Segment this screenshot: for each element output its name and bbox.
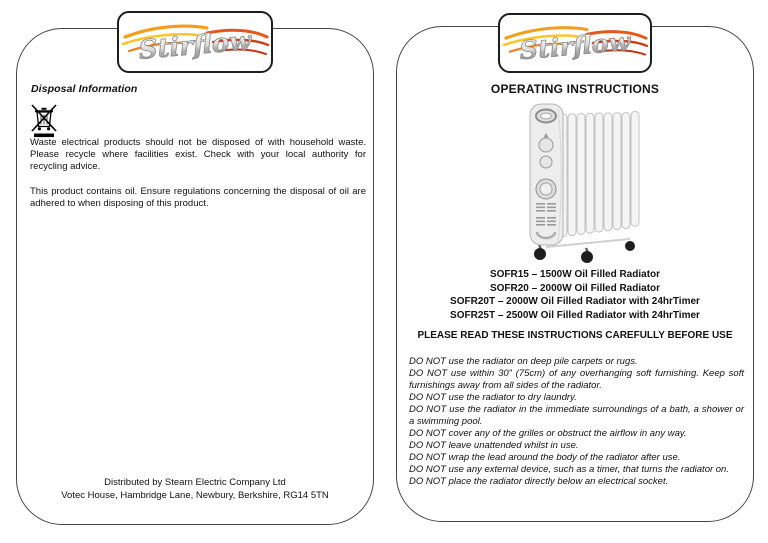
warning-line: DO NOT use the radiator to dry laundry. [409,392,577,403]
model-line: SOFR15 – 1500W Oil Filled Radiator [489,269,661,280]
operating-instructions-heading: OPERATING INSTRUCTIONS [490,82,660,96]
model-line: SOFR20T – 2000W Oil Filled Radiator with 24hrTimer [450,296,700,308]
stirflow-logo-icon [500,15,650,71]
warning-line: DO NOT use the radiator in the immediate surroundings of a bath, a shower or a swimming pool. [409,404,744,427]
distributor-line: Distributed by Stearn Electric Company Ltd [104,477,286,488]
read-instructions-notice: PLEASE READ THESE INSTRUCTIONS CAREFULLY BEFORE USE [417,330,733,341]
stirflow-logo-icon [119,13,271,71]
warning-line: DO NOT leave unattended whilst in use. [409,440,579,451]
warning-line: DO NOT cover any of the grilles or obstruct the airflow in any way. [409,428,687,439]
radiator-control-panel [530,104,563,245]
model-list [397,268,753,322]
page-operating-instructions [396,26,754,522]
disposal-paragraph: Waste electrical products should not be disposed of with household waste. Please recycle where facilities exist. Check with your local authority for recycling advice. [30,137,366,173]
model-line: SOFR20 – 2000W Oil Filled Radiator [489,282,661,294]
brand-wordmark: Stirflow [518,26,632,66]
warning-line: DO NOT use within 30” (75cm) of any overhanging soft furnishing. Keep soft furnishings away from all sides of the radiator. [409,368,744,391]
disposal-paragraph: This product contains oil. Ensure regulations concerning the disposal of oil are adhered to when disposing of this product. [30,185,366,209]
disposal-heading: Disposal Information [31,83,138,95]
oil-filled-radiator-illustration [506,98,644,269]
warning-line: DO NOT use the radiator on deep pile carpets or rugs. [409,356,638,367]
page-disposal-information [16,28,374,525]
brand-logo-badge [117,11,273,73]
distributor-address: Votec House, Hambridge Lane, Newbury, Berkshire, RG14 5TN [61,489,329,501]
warning-line: DO NOT use any external device, such as a timer, that turns the radiator on. [409,464,729,475]
warning-line: DO NOT wrap the lead around the body of the radiator after use. [409,452,681,463]
distributor-footer [17,477,373,502]
warning-line: DO NOT place the radiator directly below an electrical socket. [409,476,669,487]
disposal-body [30,137,366,222]
brand-wordmark: Stirflow [137,26,253,66]
warning-list [409,356,744,488]
model-line: SOFR25T – 2500W Oil Filled Radiator with 24hrTimer [450,309,700,321]
brand-logo-badge [498,13,652,73]
